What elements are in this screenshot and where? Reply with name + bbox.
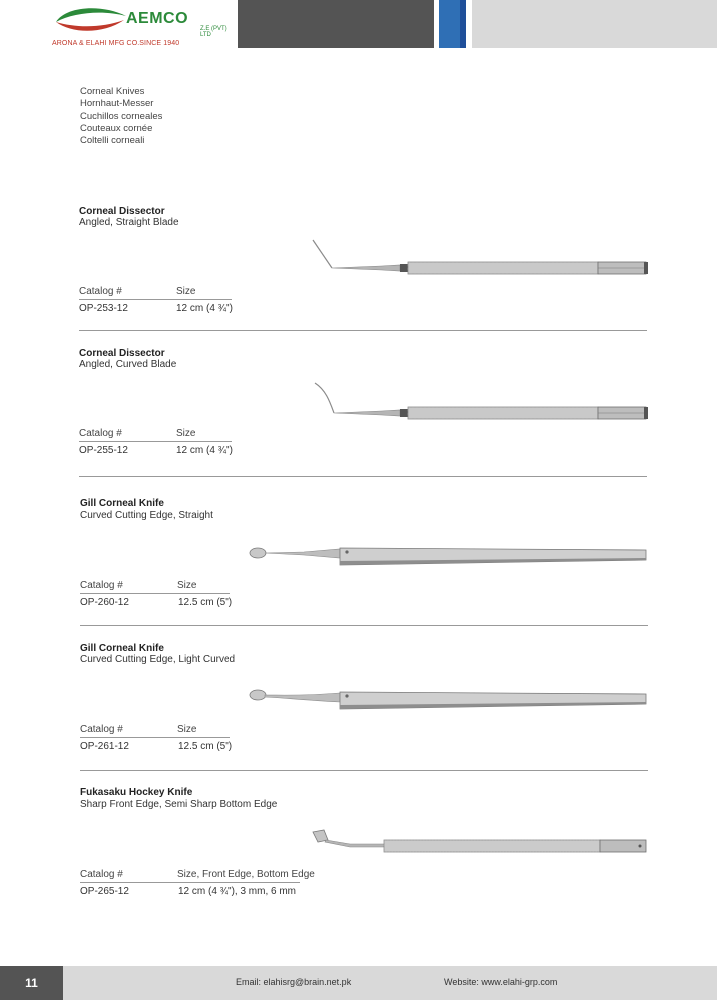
product-title: Gill Corneal Knife xyxy=(80,498,164,509)
angled-straight-dissector-icon xyxy=(310,236,650,280)
product-subtitle: Angled, Straight Blade xyxy=(79,217,179,228)
hockey-knife-icon xyxy=(310,828,650,856)
header-light-band xyxy=(472,0,717,48)
size-value: 12 cm (4 ¾") xyxy=(176,303,233,314)
gill-knife-straight-icon xyxy=(244,538,650,570)
size-header: Size xyxy=(176,286,196,297)
catalog-number: OP-265-12 xyxy=(80,886,129,897)
category-names xyxy=(80,86,162,147)
size-value: 12.5 cm (5") xyxy=(178,597,233,608)
logo-tagline: ARONA & ELAHI MFG CO.SINCE 1940 xyxy=(52,40,180,47)
header-underline xyxy=(80,737,230,738)
page-footer xyxy=(0,966,717,1000)
header-underline xyxy=(79,299,232,300)
footer-website[interactable]: Website: www.elahi-grp.com xyxy=(444,977,558,987)
catalog-header: Catalog # xyxy=(79,428,122,439)
size-header: Size xyxy=(176,428,196,439)
product-title: Corneal Dissector xyxy=(79,348,165,359)
product-title: Fukasaku Hockey Knife xyxy=(80,787,193,798)
header-blue-stripe xyxy=(460,0,466,48)
catalog-number: OP-260-12 xyxy=(80,597,129,608)
category-name-it: Coltelli corneali xyxy=(80,135,145,147)
section-divider xyxy=(79,476,647,477)
catalog-header: Catalog # xyxy=(79,286,122,297)
angled-curved-dissector-icon xyxy=(310,380,650,424)
catalog-number: OP-261-12 xyxy=(80,741,129,752)
header-underline xyxy=(80,882,300,883)
header-underline xyxy=(80,593,230,594)
section-divider xyxy=(80,625,648,626)
header-blue-band xyxy=(439,0,460,48)
size-value: 12 cm (4 ¾") xyxy=(176,445,233,456)
catalog-number: OP-253-12 xyxy=(79,303,128,314)
gill-knife-curved-icon xyxy=(244,682,650,714)
section-divider xyxy=(80,770,648,771)
product-title: Corneal Dissector xyxy=(79,206,165,217)
page-header xyxy=(0,0,717,52)
footer-email[interactable]: Email: elahisrg@brain.net.pk xyxy=(236,977,352,987)
category-name-fr: Couteaux cornée xyxy=(80,122,153,134)
size-value: 12.5 cm (5") xyxy=(178,741,233,752)
page-number: 11 xyxy=(0,966,63,1000)
header-underline xyxy=(79,441,232,442)
size-header: Size xyxy=(177,580,197,591)
section-divider xyxy=(79,330,647,331)
size-value: 12 cm (4 ¾"), 3 mm, 6 mm xyxy=(178,886,297,897)
company-logo xyxy=(52,4,238,52)
leaf-emblem-icon xyxy=(52,4,132,38)
category-name-es: Cuchillos corneales xyxy=(80,110,163,122)
logo-subtitle: Z.E (PVT) LTD xyxy=(200,26,227,38)
catalog-header: Catalog # xyxy=(80,724,123,735)
catalog-header: Catalog # xyxy=(80,869,123,880)
product-subtitle: Curved Cutting Edge, Straight xyxy=(80,510,213,521)
catalog-number: OP-255-12 xyxy=(79,445,128,456)
size-header: Size, Front Edge, Bottom Edge xyxy=(177,869,315,880)
product-subtitle: Angled, Curved Blade xyxy=(79,359,177,370)
size-header: Size xyxy=(177,724,197,735)
header-dark-band xyxy=(238,0,434,48)
product-subtitle: Curved Cutting Edge, Light Curved xyxy=(80,654,236,665)
category-name-en: Corneal Knives xyxy=(80,86,145,97)
product-subtitle: Sharp Front Edge, Semi Sharp Bottom Edge xyxy=(80,799,278,810)
catalog-header: Catalog # xyxy=(80,580,123,591)
logo-name: AEMCO xyxy=(126,10,189,27)
category-name-de: Hornhaut-Messer xyxy=(80,98,154,110)
product-title: Gill Corneal Knife xyxy=(80,643,164,654)
